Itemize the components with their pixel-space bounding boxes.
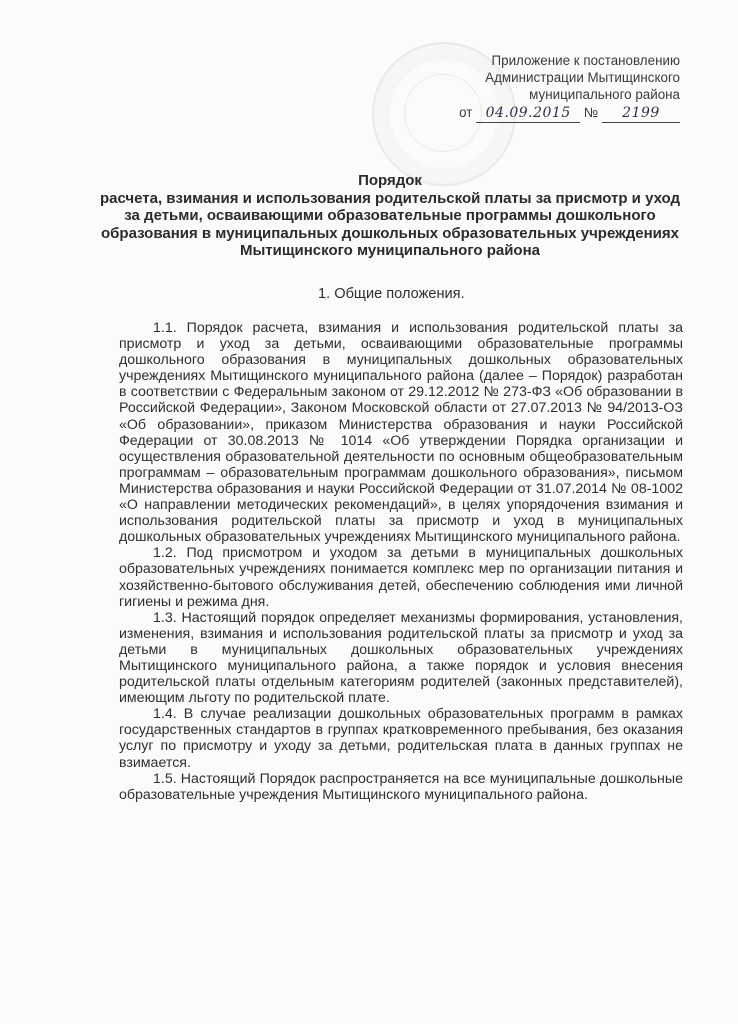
paragraph-1-3: 1.3. Настоящий порядок определяет механизмы формирования, установления, изменения, взимания и использования родительской платы за присмотр и уход за детьми в муниципальных дошкольных образовательных учреждениях Мытищинского муниципального района, а также порядок и условия внесения родительской платы отдельным категориям родителей (законных представителей), имеющим льготу по родительской плате. [119, 609, 683, 707]
title-main: Порядок [358, 172, 422, 189]
section-heading: 1. Общие положения. [318, 286, 465, 302]
document-body [119, 320, 683, 803]
number-prefix: № [583, 105, 599, 120]
header-line-2: Администрации Мытищинского [485, 70, 680, 85]
title-line-4: Мытищинского муниципального района [239, 242, 540, 260]
paragraph-1-4: 1.4. В случае реализации дошкольных образовательных программ в рамках государственных стандартов в группах кратковременного пребывания, без оказания услуг по присмотру и уходу за детьми, родительская плата в данных группах не взимается. [119, 706, 683, 771]
title-line-2: за детьми, осваивающими образовательные программы дошкольного [124, 207, 656, 225]
date-prefix: от [459, 105, 473, 120]
paragraph-1-5: 1.5. Настоящий Порядок распространяется на все муниципальные дошкольные образовательные учреждения Мытищинского муниципального района. [119, 770, 683, 803]
title-line-1: расчета, взимания и использования родительской платы за присмотр и уход [99, 189, 681, 207]
handwritten-number: 2199 [602, 105, 680, 123]
document-title [90, 172, 690, 260]
header-line-3: муниципального района [529, 87, 680, 102]
paragraph-1-2: 1.2. Под присмотром и уходом за детьми в муниципальных дошкольных образовательных учреждениях понимается комплекс мер по организации питания и хозяйственно-бытового обслуживания детей, обеспечению соблюдения ими личной гигиены и режима дня. [119, 545, 683, 610]
title-line-3: образования в муниципальных дошкольных образовательных учреждениях [100, 224, 679, 242]
attachment-header [420, 52, 680, 123]
paragraph-1-1: 1.1. Порядок расчета, взимания и использования родительской платы за присмотр и уход за детьми, осваивающими образовательные программы дошкольного образования в муниципальных дошкольных образовательных учреждениях Мытищинского муниципального района (далее – Порядок) разработан в соответствии с Федеральным законом от 29.12.2012 № 273-ФЗ «Об образовании в Российской Федерации», Законом Московской области от 27.07.2013 № 94/2013-ОЗ «Об образовании», приказом Министерства образования и науки Российской Федерации от 30.08.2013 № 1014 «Об утверждении Порядка организации и осуществления образовательной деятельности по основным общеобразовательным программам – образовательным программам дошкольного образования», письмом Министерства образования и науки Российской Федерации от 31.07.2014 № 08-1002 «О направлении методических рекомендаций», в целях упорядочения взимания и использования родительской платы за присмотр и уход в муниципальных дошкольных образовательных учреждениях Мытищинского муниципального района. [119, 320, 683, 546]
header-line-1: Приложение к постановлению [491, 53, 680, 68]
header-date-number-line [420, 104, 680, 123]
handwritten-date: 04.09.2015 [476, 105, 580, 123]
